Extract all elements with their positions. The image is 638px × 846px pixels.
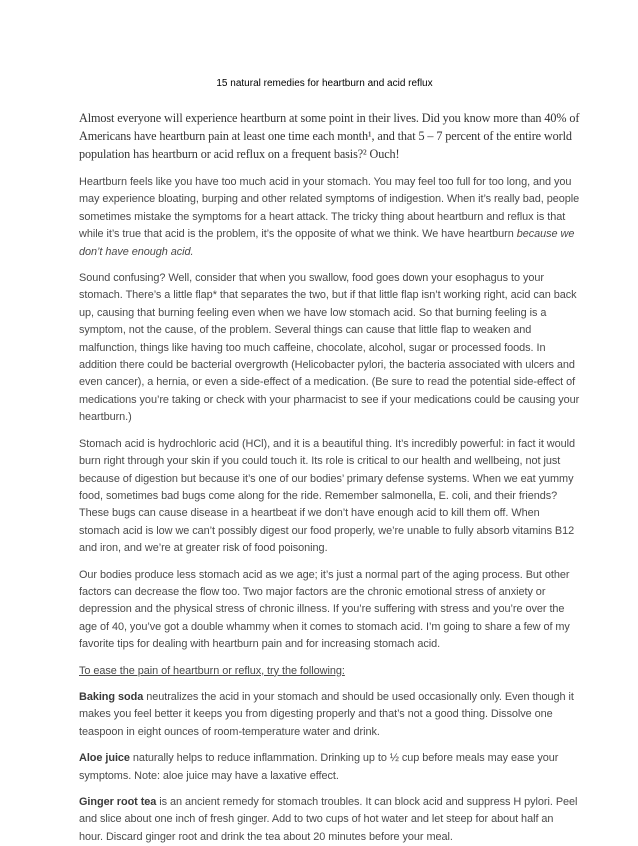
- remedy-name: Baking soda: [79, 690, 144, 703]
- remedy-ginger-root-tea: [79, 794, 580, 846]
- paragraph-text: Heartburn feels like you have too much acid in your stomach. You may feel too full for too long, and you may experience bloating, burping and other related symptoms of indigestion. When it’s really bad, people sometimes mistake the symptoms for a heart attack. The tricky thing about heartburn and reflux is that while it’s true that acid is the problem, it’s the opposite of what we think. We have heartburn: [79, 176, 580, 241]
- document-title: 15 natural remedies for heartburn and acid reflux: [216, 78, 433, 89]
- emphasis-text: because we don’t have enough acid.: [79, 228, 575, 258]
- intro-paragraph: Almost everyone will experience heartburn at some point in their lives. Did you know more than 40% of Americans have heartburn pain at least one time each month¹, and that 5 – 7 percent of the entire world population has heartburn or acid reflux on a frequent basis?² Ouch!: [79, 111, 580, 161]
- remedy-text: neutralizes the acid in your stomach and should be used occasionally only. Even though it makes you feel better it keeps you from digesting properly and that’s not a good thing. Dissolve one teaspoon in eight ounces of room-temperature water and drink.: [79, 690, 574, 738]
- paragraph-aging: Our bodies produce less stomach acid as we age; it’s just a normal part of the aging process. But other factors can decrease the flow too. Two major factors are the chronic emotional stress of anxiety or depression and the physical stress of chronic illness. If you’re suffering with stress and you’re over the age of 40, you’ve got a double whammy when it comes to stomach acid. I’m going to share a few of my favorite tips for dealing with heartburn pain and for increasing stomach acid.: [79, 568, 570, 651]
- remedy-name: Aloe juice: [79, 752, 130, 765]
- paragraph-heartburn-feels: [79, 174, 580, 261]
- paragraph-sound-confusing: Sound confusing? Well, consider that when you swallow, food goes down your esophagus to your stomach. There’s a little flap* that separates the two, but if that little flap isn’t working right, acid can back up, causing that burning feeling even when we have low stomach acid. So that burning feeling is a symptom, not the cause, of the problem. Several things can cause that little flap to weaken and malfunction, things like having too much caffeine, chocolate, alcohol, sugar or processed foods. In addition there could be bacterial overgrowth (Helicobacter pylori, the bacteria associated with ulcers and even cancer), a hernia, or even a side-effect of a medication. (Be sure to read the potential side-effect of medications you’re taking or check with your pharmacist to see if your medications could be causing your heartburn.): [79, 272, 580, 424]
- remedy-baking-soda: [79, 689, 580, 741]
- remedy-aloe-juice: [79, 750, 580, 785]
- remedy-name: Ginger root tea: [79, 796, 157, 808]
- remedy-text: naturally helps to reduce inflammation. Drinking up to ½ cup before meals may ease your symptoms. Note: aloe juice may have a laxative effect.: [79, 752, 559, 782]
- remedy-text: is an ancient remedy for stomach troubles. It can block acid and suppress H pylori. Peel and slice about one inch of fresh ginger. Add to two cups of hot water and let steep for about half an hour. Discard ginger root and drink the tea about 20 minutes before your meal.: [79, 796, 578, 843]
- paragraph-stomach-acid: Stomach acid is hydrochloric acid (HCl), and it is a beautiful thing. It’s incredibly powerful: in fact it would burn right through your skin if you could touch it. Its role is critical to our health and wellbeing, not just because of digestion but because it’s one of our bodies’ primary defense systems. When we eat yummy food, sometimes bad bugs come along for the ride. Remember salmonella, E. coli, and their friends? These bugs can cause disease in a heartbeat if we don’t have enough acid to kill them off. When stomach acid is low we can’t possibly digest our food properly, we’re unable to fully absorb vitamins B12 and iron, and we’re at greater risk of food poisoning.: [79, 437, 576, 555]
- section-heading: To ease the pain of heartburn or reflux, try the following:: [79, 664, 345, 677]
